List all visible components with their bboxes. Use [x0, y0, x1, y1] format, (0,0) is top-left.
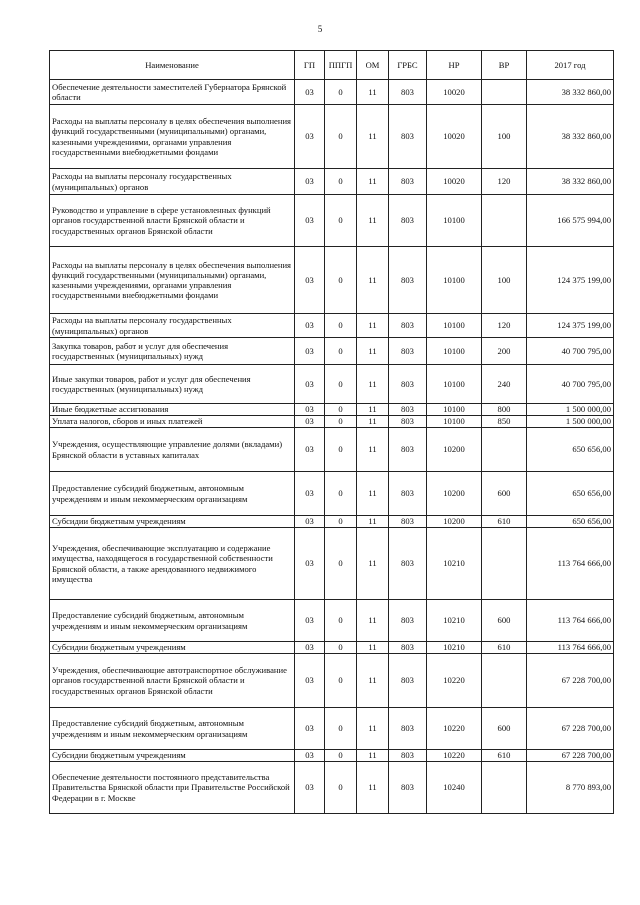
row-name-cell: Предоставление субсидий бюджетным, автономным учреждениям и иным некоммерческим организациям: [50, 600, 295, 642]
row-vr-cell: 610: [482, 750, 527, 762]
row-np-cell: 10100: [427, 416, 482, 428]
row-vr-cell: 200: [482, 338, 527, 365]
row-grbs-cell: 803: [389, 105, 427, 169]
row-name-cell: Руководство и управление в сфере установленных функций органов государственной власти Брянской области и государственных органов Брянской области: [50, 195, 295, 247]
table-row: [50, 472, 614, 516]
row-vr-cell: 850: [482, 416, 527, 428]
row-grbs-cell: 803: [389, 528, 427, 600]
row-om-cell: 11: [357, 762, 389, 814]
row-amount-cell: 67 228 700,00: [527, 708, 614, 750]
row-amount-cell: 113 764 666,00: [527, 642, 614, 654]
row-om-cell: 11: [357, 428, 389, 472]
row-amount-cell: 38 332 860,00: [527, 169, 614, 195]
row-np-cell: 10100: [427, 195, 482, 247]
row-name-cell: Расходы на выплаты персоналу в целях обеспечения выполнения функций государственными (муниципальными) органами, казенными учреждениями, органами управления государственными внебюджетными фондами: [50, 247, 295, 314]
row-gp-cell: 03: [295, 195, 325, 247]
row-om-cell: 11: [357, 338, 389, 365]
row-om-cell: 11: [357, 472, 389, 516]
row-grbs-cell: 803: [389, 472, 427, 516]
row-amount-cell: 650 656,00: [527, 472, 614, 516]
row-om-cell: 11: [357, 708, 389, 750]
row-om-cell: 11: [357, 750, 389, 762]
row-amount-cell: 166 575 994,00: [527, 195, 614, 247]
row-grbs-cell: 803: [389, 80, 427, 105]
row-name-cell: Субсидии бюджетным учреждениям: [50, 516, 295, 528]
row-gp-cell: 03: [295, 600, 325, 642]
header-gp: ГП: [295, 51, 325, 80]
header-np: НР: [427, 51, 482, 80]
row-gp-cell: 03: [295, 516, 325, 528]
row-np-cell: 10020: [427, 169, 482, 195]
page-number: 5: [317, 24, 323, 34]
row-name-cell: Учреждения, обеспечивающие автотранспортное обслуживание органов государственной власти Брянской области и государственных органов Брянской области: [50, 654, 295, 708]
row-grbs-cell: 803: [389, 365, 427, 404]
table-row: [50, 708, 614, 750]
row-ppgp-cell: 0: [325, 338, 357, 365]
row-np-cell: 10220: [427, 750, 482, 762]
row-amount-cell: 38 332 860,00: [527, 80, 614, 105]
row-grbs-cell: 803: [389, 428, 427, 472]
table-row: [50, 762, 614, 814]
row-vr-cell: 600: [482, 472, 527, 516]
row-gp-cell: 03: [295, 708, 325, 750]
row-gp-cell: 03: [295, 762, 325, 814]
row-amount-cell: 124 375 199,00: [527, 247, 614, 314]
row-name-cell: Закупка товаров, работ и услуг для обеспечения государственных (муниципальных) нужд: [50, 338, 295, 365]
row-gp-cell: 03: [295, 314, 325, 338]
row-vr-cell: 120: [482, 169, 527, 195]
row-om-cell: 11: [357, 642, 389, 654]
row-name-cell: Субсидии бюджетным учреждениям: [50, 750, 295, 762]
row-om-cell: 11: [357, 516, 389, 528]
row-amount-cell: 113 764 666,00: [527, 600, 614, 642]
row-om-cell: 11: [357, 169, 389, 195]
table-body: [50, 80, 614, 814]
row-grbs-cell: 803: [389, 708, 427, 750]
row-gp-cell: 03: [295, 247, 325, 314]
header-grbs: ГРБС: [389, 51, 427, 80]
row-name-cell: Обеспечение деятельности постоянного представительства Правительства Брянской области при Правительстве Российской Федерации в г. Москве: [50, 762, 295, 814]
row-ppgp-cell: 0: [325, 105, 357, 169]
row-vr-cell: [482, 195, 527, 247]
row-amount-cell: 40 700 795,00: [527, 365, 614, 404]
table-row: [50, 105, 614, 169]
row-np-cell: 10200: [427, 472, 482, 516]
row-name-cell: Учреждения, осуществляющие управление долями (вкладами) Брянской области в уставных капиталах: [50, 428, 295, 472]
row-gp-cell: 03: [295, 472, 325, 516]
table-row: [50, 314, 614, 338]
row-amount-cell: 40 700 795,00: [527, 338, 614, 365]
row-np-cell: 10100: [427, 314, 482, 338]
table-row: [50, 642, 614, 654]
row-name-cell: Расходы на выплаты персоналу государственных (муниципальных) органов: [50, 169, 295, 195]
row-np-cell: 10210: [427, 528, 482, 600]
row-np-cell: 10200: [427, 516, 482, 528]
header-year: 2017 год: [527, 51, 614, 80]
row-grbs-cell: 803: [389, 600, 427, 642]
row-name-cell: Обеспечение деятельности заместителей Губернатора Брянской области: [50, 80, 295, 105]
row-np-cell: 10240: [427, 762, 482, 814]
table-row: [50, 528, 614, 600]
table-row: [50, 195, 614, 247]
row-ppgp-cell: 0: [325, 169, 357, 195]
row-grbs-cell: 803: [389, 247, 427, 314]
row-grbs-cell: 803: [389, 169, 427, 195]
row-ppgp-cell: 0: [325, 642, 357, 654]
row-vr-cell: 610: [482, 516, 527, 528]
row-grbs-cell: 803: [389, 314, 427, 338]
row-vr-cell: 800: [482, 404, 527, 416]
row-om-cell: 11: [357, 365, 389, 404]
row-grbs-cell: 803: [389, 516, 427, 528]
table-row: [50, 750, 614, 762]
row-amount-cell: 8 770 893,00: [527, 762, 614, 814]
row-name-cell: Предоставление субсидий бюджетным, автономным учреждениям и иным некоммерческим организациям: [50, 708, 295, 750]
row-om-cell: 11: [357, 416, 389, 428]
row-name-cell: Учреждения, обеспечивающие эксплуатацию и содержание имущества, находящегося в государственной собственности Брянской области, а также арендованного недвижимого имущества: [50, 528, 295, 600]
row-np-cell: 10220: [427, 708, 482, 750]
header-om: ОМ: [357, 51, 389, 80]
table-row: [50, 365, 614, 404]
row-np-cell: 10020: [427, 105, 482, 169]
row-np-cell: 10100: [427, 404, 482, 416]
row-vr-cell: 600: [482, 708, 527, 750]
row-gp-cell: 03: [295, 528, 325, 600]
row-om-cell: 11: [357, 528, 389, 600]
row-name-cell: Предоставление субсидий бюджетным, автономным учреждениям и иным некоммерческим организациям: [50, 472, 295, 516]
row-np-cell: 10200: [427, 428, 482, 472]
row-om-cell: 11: [357, 654, 389, 708]
row-grbs-cell: 803: [389, 642, 427, 654]
row-vr-cell: [482, 528, 527, 600]
row-ppgp-cell: 0: [325, 314, 357, 338]
row-ppgp-cell: 0: [325, 528, 357, 600]
row-gp-cell: 03: [295, 338, 325, 365]
table-row: [50, 416, 614, 428]
row-ppgp-cell: 0: [325, 516, 357, 528]
row-om-cell: 11: [357, 195, 389, 247]
row-np-cell: 10100: [427, 247, 482, 314]
row-np-cell: 10100: [427, 338, 482, 365]
row-gp-cell: 03: [295, 105, 325, 169]
row-gp-cell: 03: [295, 642, 325, 654]
row-ppgp-cell: 0: [325, 600, 357, 642]
row-amount-cell: 113 764 666,00: [527, 528, 614, 600]
row-ppgp-cell: 0: [325, 654, 357, 708]
table-row: [50, 516, 614, 528]
row-vr-cell: [482, 762, 527, 814]
row-ppgp-cell: 0: [325, 247, 357, 314]
row-vr-cell: 100: [482, 105, 527, 169]
row-amount-cell: 38 332 860,00: [527, 105, 614, 169]
row-om-cell: 11: [357, 314, 389, 338]
row-grbs-cell: 803: [389, 404, 427, 416]
row-np-cell: 10020: [427, 80, 482, 105]
table-row: [50, 404, 614, 416]
row-om-cell: 11: [357, 404, 389, 416]
row-amount-cell: 650 656,00: [527, 428, 614, 472]
row-om-cell: 11: [357, 247, 389, 314]
row-vr-cell: [482, 654, 527, 708]
table-row: [50, 428, 614, 472]
table-row: [50, 600, 614, 642]
row-name-cell: Расходы на выплаты персоналу государственных (муниципальных) органов: [50, 314, 295, 338]
row-grbs-cell: 803: [389, 762, 427, 814]
row-ppgp-cell: 0: [325, 365, 357, 404]
row-vr-cell: [482, 428, 527, 472]
row-amount-cell: 67 228 700,00: [527, 750, 614, 762]
header-ppgp: ППГП: [325, 51, 357, 80]
row-gp-cell: 03: [295, 428, 325, 472]
table-row: [50, 654, 614, 708]
row-grbs-cell: 803: [389, 416, 427, 428]
row-vr-cell: 120: [482, 314, 527, 338]
row-vr-cell: 600: [482, 600, 527, 642]
table-header-row: [50, 51, 614, 80]
row-gp-cell: 03: [295, 80, 325, 105]
row-np-cell: 10210: [427, 600, 482, 642]
row-amount-cell: 1 500 000,00: [527, 416, 614, 428]
row-om-cell: 11: [357, 600, 389, 642]
row-ppgp-cell: 0: [325, 762, 357, 814]
row-name-cell: Расходы на выплаты персоналу в целях обеспечения выполнения функций государственными (муниципальными) органами, казенными учреждениями, органами управления государственными внебюджетными фондами: [50, 105, 295, 169]
budget-table: [49, 50, 614, 814]
row-amount-cell: 124 375 199,00: [527, 314, 614, 338]
row-ppgp-cell: 0: [325, 428, 357, 472]
row-name-cell: Иные закупки товаров, работ и услуг для обеспечения государственных (муниципальных) нужд: [50, 365, 295, 404]
row-amount-cell: 1 500 000,00: [527, 404, 614, 416]
row-grbs-cell: 803: [389, 750, 427, 762]
row-gp-cell: 03: [295, 750, 325, 762]
row-ppgp-cell: 0: [325, 416, 357, 428]
row-ppgp-cell: 0: [325, 404, 357, 416]
row-grbs-cell: 803: [389, 195, 427, 247]
row-name-cell: Субсидии бюджетным учреждениям: [50, 642, 295, 654]
row-name-cell: Иные бюджетные ассигнования: [50, 404, 295, 416]
table-row: [50, 247, 614, 314]
row-grbs-cell: 803: [389, 654, 427, 708]
row-grbs-cell: 803: [389, 338, 427, 365]
row-ppgp-cell: 0: [325, 750, 357, 762]
header-vr: ВР: [482, 51, 527, 80]
row-vr-cell: 100: [482, 247, 527, 314]
row-gp-cell: 03: [295, 654, 325, 708]
row-amount-cell: 67 228 700,00: [527, 654, 614, 708]
table-row: [50, 80, 614, 105]
table-row: [50, 338, 614, 365]
row-vr-cell: 240: [482, 365, 527, 404]
row-gp-cell: 03: [295, 365, 325, 404]
row-amount-cell: 650 656,00: [527, 516, 614, 528]
row-ppgp-cell: 0: [325, 708, 357, 750]
row-vr-cell: [482, 80, 527, 105]
row-np-cell: 10210: [427, 642, 482, 654]
row-gp-cell: 03: [295, 416, 325, 428]
table-row: [50, 169, 614, 195]
row-ppgp-cell: 0: [325, 80, 357, 105]
header-name: Наименование: [50, 51, 295, 80]
row-ppgp-cell: 0: [325, 472, 357, 516]
row-np-cell: 10220: [427, 654, 482, 708]
row-gp-cell: 03: [295, 404, 325, 416]
row-gp-cell: 03: [295, 169, 325, 195]
row-name-cell: Уплата налогов, сборов и иных платежей: [50, 416, 295, 428]
row-vr-cell: 610: [482, 642, 527, 654]
row-om-cell: 11: [357, 105, 389, 169]
row-ppgp-cell: 0: [325, 195, 357, 247]
row-np-cell: 10100: [427, 365, 482, 404]
row-om-cell: 11: [357, 80, 389, 105]
